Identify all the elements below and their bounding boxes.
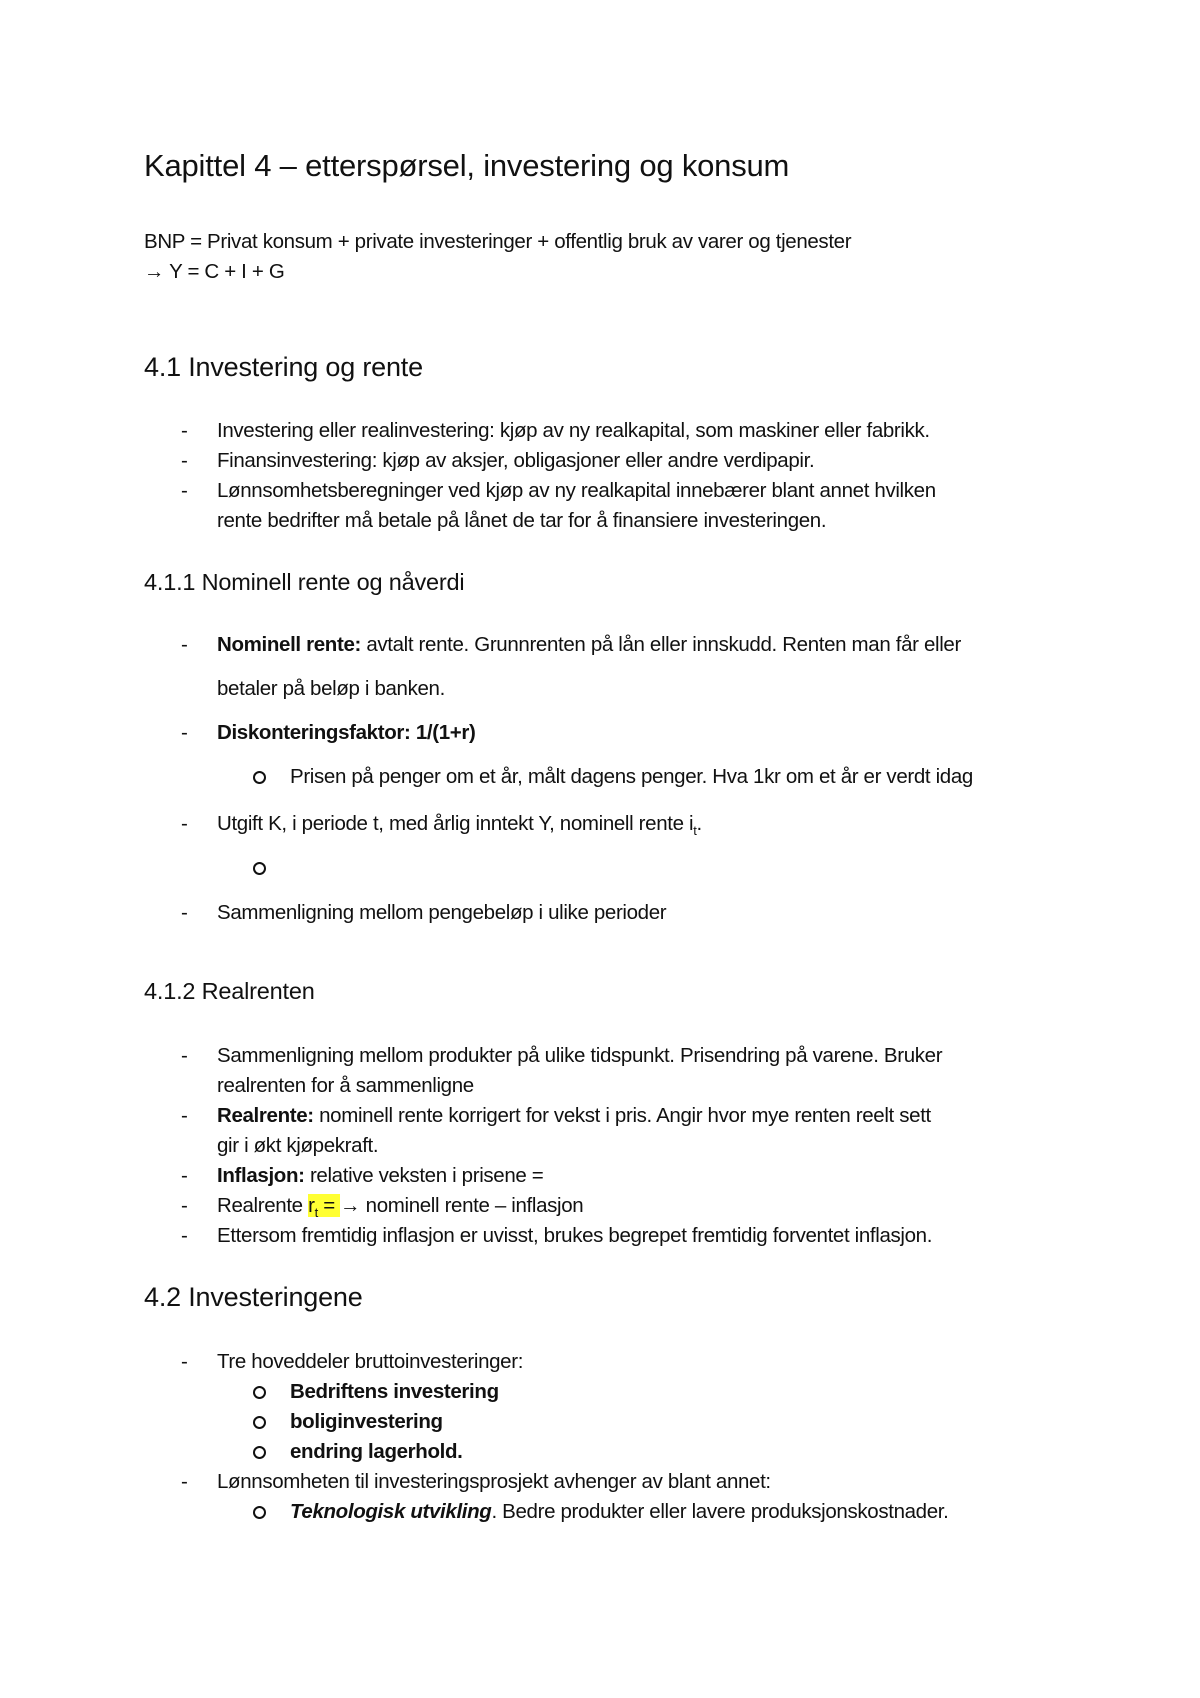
bullet-dash: - <box>181 1104 188 1127</box>
list-item-continuation: betaler på beløp i banken. <box>217 677 445 700</box>
list-item-continuation: gir i økt kjøpekraft. <box>217 1134 379 1157</box>
list-item: Lønnsomheten til investeringsprosjekt avhenger av blant annet: <box>217 1470 771 1493</box>
bullet-dash: - <box>181 901 188 924</box>
bullet-circle <box>253 862 266 875</box>
bullet-circle <box>253 1416 266 1429</box>
definition-text: nominell rente korrigert for vekst i pris. Angir hvor mye renten reelt sett <box>313 1104 931 1127</box>
list-item: Sammenligning mellom pengebeløp i ulike perioder <box>217 901 667 924</box>
bnp-definition: BNP = Privat konsum + private investeringer + offentlig bruk av varer og tjenester <box>144 230 852 253</box>
list-item-inflasjon <box>217 1164 543 1188</box>
term-nominell-rente: Nominell rente: <box>217 633 361 656</box>
bullet-circle <box>253 771 266 784</box>
equals-sign: = <box>317 1194 341 1217</box>
bullet-circle <box>253 1506 266 1519</box>
utgift-end: . <box>696 812 702 835</box>
highlighted-rt <box>308 1194 341 1221</box>
bullet-dash: - <box>181 479 188 502</box>
list-item: Ettersom fremtidig inflasjon er uvisst, brukes begrepet fremtidig forventet inflasjon. <box>217 1224 933 1247</box>
term-inflasjon: Inflasjon: <box>217 1164 305 1187</box>
list-item: Investering eller realinvestering: kjøp av ny realkapital, som maskiner eller fabrikk. <box>217 419 930 442</box>
utgift-text: Utgift K, i periode t, med årlig inntekt Y, nominell rente i <box>217 812 694 835</box>
symbol-r: r <box>308 1194 315 1217</box>
list-item: Sammenligning mellom produkter på ulike tidspunkt. Prisendring på varene. Bruker <box>217 1044 943 1067</box>
bullet-dash: - <box>181 1194 188 1217</box>
document-title: Kapittel 4 – etterspørsel, investering og konsum <box>144 148 790 183</box>
list-item-continuation: rente bedrifter må betale på lånet de tar for å finansiere investeringen. <box>217 509 827 532</box>
bullet-dash: - <box>181 419 188 442</box>
realrente-prefix: Realrente <box>217 1194 309 1217</box>
bullet-dash: - <box>181 1350 188 1373</box>
formula-text: Y = C + I + G <box>169 260 285 283</box>
formula-line <box>144 260 284 284</box>
list-item-utgift <box>217 812 702 838</box>
sub-list-item: Bedriftens investering <box>290 1380 499 1403</box>
bullet-dash: - <box>181 633 188 656</box>
sub-list-item: Prisen på penger om et år, målt dagens penger. Hva 1kr om et år er verdt idag <box>290 765 973 788</box>
list-item-realrente-formula <box>217 1194 583 1220</box>
heading-4-1: 4.1 Investering og rente <box>144 352 423 382</box>
subscript-t: t <box>314 1205 318 1221</box>
heading-4-2: 4.2 Investeringene <box>144 1282 363 1312</box>
bullet-dash: - <box>181 721 188 744</box>
bullet-dash: - <box>181 1164 188 1187</box>
list-item-continuation: realrenten for å sammenligne <box>217 1074 474 1097</box>
bullet-circle <box>253 1386 266 1399</box>
term-teknologisk-utvikling: Teknologisk utvikling <box>290 1500 492 1523</box>
list-item: Finansinvestering: kjøp av aksjer, obligasjoner eller andre verdipapir. <box>217 449 815 472</box>
definition-text: relative veksten i prisene = <box>304 1164 544 1187</box>
arrow-icon: → <box>144 260 165 283</box>
term-diskonteringsfaktor: Diskonteringsfaktor: 1/(1+r) <box>217 721 476 744</box>
realrente-formula-text: nominell rente – inflasjon <box>360 1194 584 1217</box>
sub-list-item: endring lagerhold. <box>290 1440 463 1463</box>
sub-list-item: boliginvestering <box>290 1410 443 1433</box>
list-item: Lønnsomhetsberegninger ved kjøp av ny realkapital innebærer blant annet hvilken <box>217 479 936 502</box>
definition-text: . Bedre produkter eller lavere produksjonskostnader. <box>491 1500 949 1523</box>
definition-text: avtalt rente. Grunnrenten på lån eller innskudd. Renten man får eller <box>360 633 961 656</box>
list-item-realrente <box>217 1104 931 1128</box>
bullet-dash: - <box>181 1044 188 1067</box>
subscript-t: t <box>693 823 697 839</box>
bullet-circle <box>253 1446 266 1459</box>
arrow-icon: → <box>340 1194 361 1217</box>
list-item: Tre hoveddeler bruttoinvesteringer: <box>217 1350 524 1373</box>
bullet-dash: - <box>181 1224 188 1247</box>
sub-list-item-teknologi <box>290 1500 948 1524</box>
bullet-dash: - <box>181 449 188 472</box>
term-realrente: Realrente: <box>217 1104 314 1127</box>
heading-4-1-2: 4.1.2 Realrenten <box>144 978 315 1004</box>
bullet-dash: - <box>181 812 188 835</box>
bullet-dash: - <box>181 1470 188 1493</box>
list-item-nominell <box>217 633 961 657</box>
heading-4-1-1: 4.1.1 Nominell rente og nåverdi <box>144 569 465 595</box>
